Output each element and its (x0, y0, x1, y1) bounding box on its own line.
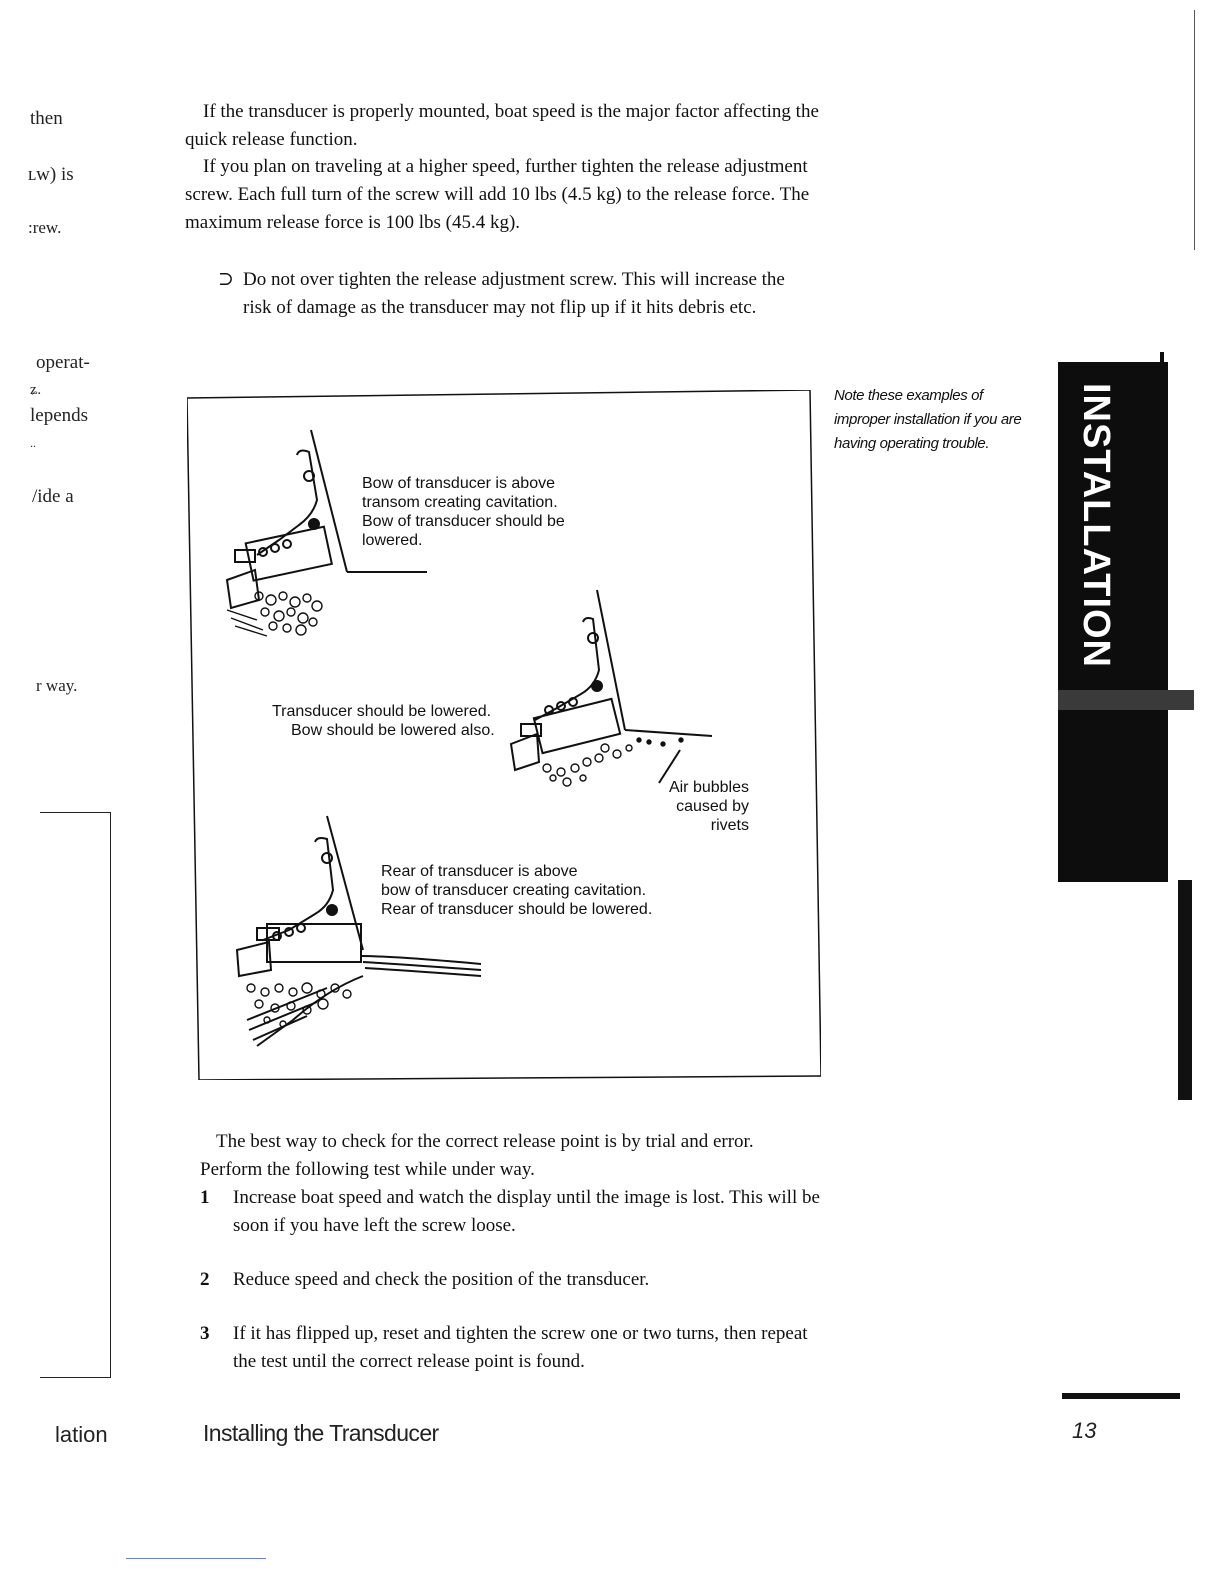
tab-edge-line (1160, 352, 1164, 382)
transducer-illustration-2 (511, 590, 712, 783)
step-item (200, 1266, 820, 1294)
margin-fragment: /ide a (32, 486, 74, 507)
margin-fragment: .. (30, 436, 36, 450)
warning-note (218, 266, 818, 322)
margin-fragment: lepends (30, 405, 89, 426)
margin-fragment: then (30, 108, 63, 129)
right-edge-bar (1178, 880, 1192, 1100)
margin-bracket (40, 812, 111, 1378)
margin-fragment: :rew. (28, 218, 62, 237)
intro-paragraph-1: If the transducer is properly mounted, boat speed is the major factor affecting the quick release function. (185, 101, 819, 150)
step-item (200, 1184, 820, 1240)
footer-rule (1062, 1393, 1180, 1399)
test-intro: The best way to check for the correct release point is by trial and error. Perform the following test while under way. (200, 1131, 754, 1180)
margin-fragment: r way. (36, 676, 78, 695)
margin-fragment: ʑ. (30, 382, 42, 398)
right-edge-rule (1194, 10, 1195, 250)
margin-fragment: ʟw) is (28, 164, 74, 185)
intro-section (185, 98, 825, 237)
footer-margin-fragment: lation (55, 1422, 108, 1447)
bottom-underline (126, 1558, 266, 1559)
margin-fragment: operat- (36, 352, 90, 373)
bubbles-1 (227, 592, 322, 636)
page-number: 13 (1072, 1418, 1097, 1443)
caption-bow-above-transom: Bow of transducer is above transom creating cavitation. Bow of transducer should be lowered. (362, 475, 565, 549)
section-tab-label: INSTALLATION (1075, 382, 1117, 668)
step-number: 3 (200, 1323, 210, 1344)
step-number: 1 (200, 1187, 210, 1208)
footer-section-title: Installing the Transducer (203, 1420, 439, 1446)
note-text: Do not over tighten the release adjustment screw. This will increase the risk of damage as the transducer may not flip up if it hits debris etc. (243, 269, 785, 318)
caption-air-bubbles: Air bubbles caused by rivets (668, 779, 749, 834)
transducer-diagram-figure (187, 390, 821, 1080)
tab-lower-band (1058, 690, 1194, 710)
intro-paragraph-2: If you plan on traveling at a higher speed, further tighten the release adjustment screw. Each full turn of the screw will add 10 lbs (4.5 kg) to the release force. The maximum release force is 100 lbs (45.4 kg). (185, 156, 810, 233)
note-symbol-icon: ⊃ (218, 269, 234, 290)
test-procedure (200, 1128, 820, 1376)
caption-rear-above-bow: Rear of transducer is above bow of transducer creating cavitation. Rear of transducer should be lowered. (381, 863, 653, 918)
side-note: Note these examples of improper installation if you are having operating trouble. (834, 387, 1022, 452)
step-text: If it has flipped up, reset and tighten the screw one or two turns, then repeat the test until the correct release point is found. (233, 1323, 808, 1372)
step-text: Increase boat speed and watch the display until the image is lost. This will be soon if you have left the screw loose. (233, 1187, 820, 1236)
caption-bow-lowered: Bow should be lowered also. (291, 722, 495, 739)
step-text: Reduce speed and check the position of the transducer. (233, 1269, 650, 1290)
step-item (200, 1320, 820, 1376)
caption-transducer-lowered: Transducer should be lowered. (272, 703, 492, 720)
step-number: 2 (200, 1269, 210, 1290)
